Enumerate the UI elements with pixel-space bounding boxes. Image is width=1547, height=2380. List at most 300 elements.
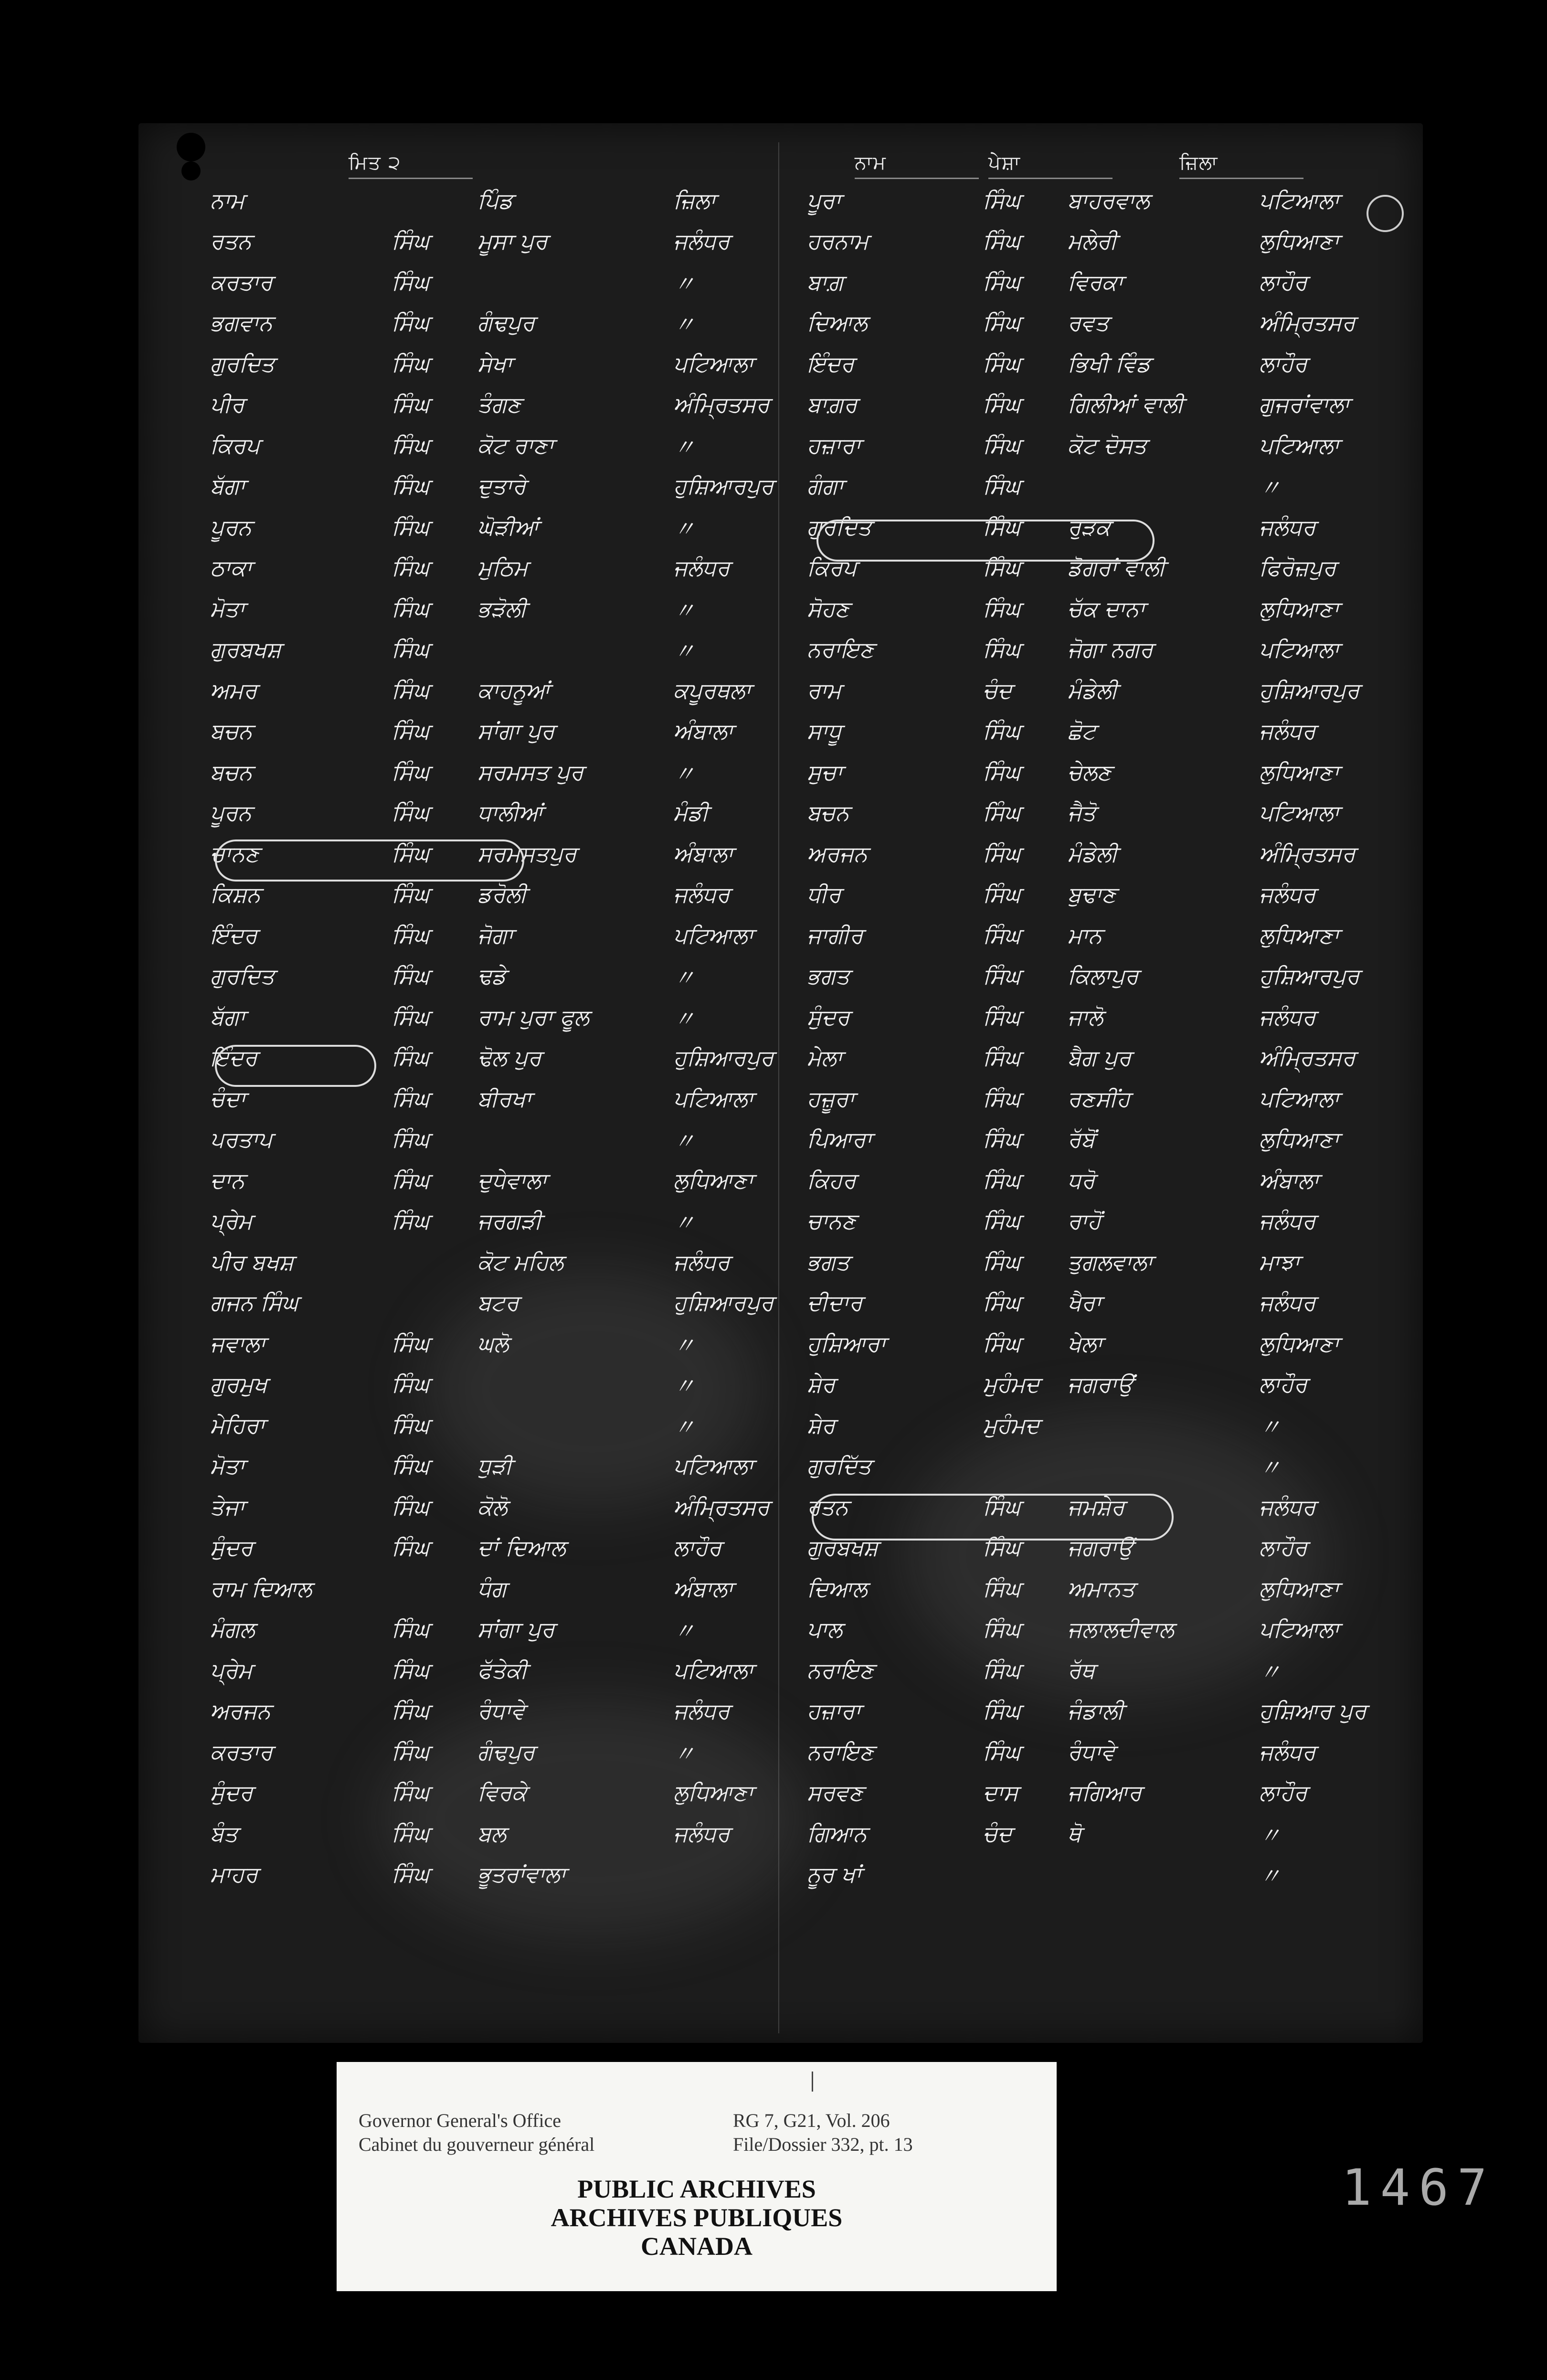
right-list-cell: ਜਲੰਧਰ (1259, 514, 1316, 540)
right-list-cell: ਸਿੰਘ (983, 1739, 1021, 1765)
left-list-cell: 〃 (673, 1414, 695, 1440)
left-list-cell: ਕਿਸ਼ਨ (210, 882, 261, 908)
left-list-cell: ਮੋਤਾ (210, 595, 245, 622)
right-list-cell: ਸਿੰਘ (983, 637, 1021, 663)
left-list-cell: ਸਾਂਗਾ ਪੁਰ (477, 1616, 555, 1643)
right-list-cell: ਮਲੇਰੀ (1067, 228, 1117, 255)
left-list-cell: 〃 (673, 965, 695, 991)
left-list-row (205, 1446, 840, 1488)
left-list-cell: ਸਿੰਘ (392, 1208, 430, 1234)
left-list-cell: ਭੂਤਰਾਂਵਾਲਾ (477, 1861, 566, 1888)
right-list-cell: ਭਗਤ (807, 1249, 850, 1275)
left-name-list (205, 181, 840, 1895)
right-list-cell: ਜਗਰਾਉਂ (1067, 1371, 1133, 1398)
left-list-cell: ਸਿੰਘ (392, 310, 430, 336)
right-list-row (802, 344, 1423, 385)
right-list-cell: ਅੰਮ੍ਰਿਤਸਰ (1259, 840, 1356, 867)
left-list-cell: 〃 (673, 271, 695, 297)
left-list-row (205, 1732, 840, 1773)
punch-hole (177, 133, 205, 161)
left-list-cell: ਨਾਮ (210, 187, 245, 213)
left-list-cell: ਅੰਮ੍ਰਿਤਸਰ (673, 392, 770, 418)
right-list-cell: ਪਟਿਆਲਾ (1259, 1616, 1340, 1643)
left-list-cell (473, 1120, 668, 1161)
left-list-cell: 〃 (673, 1741, 695, 1767)
right-list-cell: ਪਿਆਰਾ (807, 1126, 872, 1153)
right-list-row (802, 1365, 1423, 1406)
right-list-cell: ਕੋਟ ਦੋਸਤ (1067, 432, 1147, 458)
left-list-cell: ਕਾਹਨੂਆਂ (477, 677, 550, 703)
right-list-cell: ਅੰਮ੍ਰਿਤਸਰ (1259, 1045, 1356, 1071)
right-list-cell: ਜਗਿਆਰ (1067, 1780, 1142, 1806)
left-list-cell: ਗੁਰਮੁਖ (210, 1371, 267, 1398)
right-list-cell: ਸਿੰਘ (983, 1085, 1021, 1112)
left-list-row (205, 1201, 840, 1243)
left-list-cell: ਬਟਰ (477, 1290, 519, 1316)
left-list-cell: ਸਿੰਘ (392, 269, 430, 295)
left-list-cell: ਸੁੰਦਰ (210, 1535, 253, 1561)
right-list-cell: ਮੁਹੰਮਦ (983, 1412, 1040, 1438)
left-list-cell: ਬਲ (477, 1820, 506, 1847)
right-list-row (802, 834, 1423, 875)
right-list-cell: ਪਟਿਆਲਾ (1259, 800, 1340, 826)
right-list-cell: ਚੰਦ (983, 1820, 1012, 1847)
right-list-cell: ਸਿੰਘ (983, 922, 1021, 948)
right-list-cell: ਰੱਬੋਂ (1067, 1126, 1095, 1153)
right-list-cell (978, 1446, 1063, 1488)
right-list-cell: ਜਲੰਧਰ (1259, 718, 1316, 744)
left-list-row (205, 1773, 840, 1814)
right-list-row (802, 630, 1423, 671)
right-list-cell: ਦੀਦਾਰ (807, 1290, 863, 1316)
left-list-cell: ਸਿੰਘ (392, 1698, 430, 1724)
left-list-cell: ਸਿੰਘ (392, 595, 430, 622)
left-list-cell: ਤੰਗਣ (477, 392, 521, 418)
left-list-cell: ਪਟਿਆਲਾ (673, 1453, 754, 1479)
left-list-cell: ਗੁਰਦਿਤ (210, 963, 275, 989)
left-list-cell: ਹੁਸ਼ਿਆਰਪੁਰ (673, 1290, 774, 1316)
right-list-cell (1063, 1405, 1254, 1446)
right-list-cell: ਚੱਕ ਦਾਨਾ (1067, 595, 1145, 622)
right-list-cell: ਚੰਦ (983, 677, 1012, 703)
right-list-cell: ਹੁਸ਼ਿਆਰਪੁਰ (1259, 963, 1360, 989)
label-tick (812, 2072, 813, 2092)
right-list-cell: ਲੁਧਿਆਣਾ (1259, 922, 1339, 948)
right-list-cell: ਸਿੰਘ (983, 473, 1021, 499)
left-list-cell (387, 181, 473, 222)
right-list-row (802, 956, 1423, 998)
right-list-cell: ਥੋ (1067, 1820, 1081, 1847)
left-list-cell: ਚੰਦਾ (210, 1085, 246, 1112)
left-list-row (205, 589, 840, 630)
office-french: Cabinet du gouverneur général (359, 2134, 595, 2155)
right-list-row (802, 1569, 1423, 1610)
left-list-cell: ਰਾਮ ਪੁਰਾ ਫੂਲ (477, 1004, 589, 1030)
left-list-cell: ਚਾਨਣ (210, 840, 259, 867)
right-list-cell: ਸ਼ੇਰ (807, 1412, 836, 1438)
left-list-cell: ਸਿੰਘ (392, 1085, 430, 1112)
left-list-cell: ਪਟਿਆਲਾ (673, 1085, 754, 1112)
frame-number: 1467 (1342, 2158, 1496, 2217)
right-list-cell: ਸਿੰਘ (983, 1575, 1021, 1602)
left-list-cell: 〃 (673, 1210, 695, 1236)
right-list-cell: ਬੁਢਾਣ (1067, 882, 1116, 908)
right-list-cell: ਰੁੜਕ (1067, 514, 1111, 540)
right-list-cell: ਲਾਹੌਰ (1259, 269, 1307, 295)
right-list-cell: ਸਿੰਘ (983, 1657, 1021, 1683)
left-list-row (205, 507, 840, 548)
right-list-cell (1063, 1855, 1254, 1896)
left-list-row (205, 630, 840, 671)
right-list-cell: ਡੋਗਰਾਂ ਵਾਲੀ (1067, 555, 1166, 581)
left-list-cell: ਗੁਰਬਖਸ਼ (210, 637, 282, 663)
right-list-cell: ਪਟਿਆਲਾ (1259, 637, 1340, 663)
right-list-cell: ਸਿੰਘ (983, 1535, 1021, 1561)
right-list-cell: ਲੁਧਿਆਣਾ (1259, 1575, 1339, 1602)
right-list-cell: ਰਵਤ (1067, 310, 1109, 336)
right-list-cell: ਕਿਲਾਪੁਰ (1067, 963, 1139, 989)
left-list-cell: ਮੋਤਾ (210, 1453, 245, 1479)
right-list-cell: ਸਿੰਘ (983, 963, 1021, 989)
left-list-cell: ਸਿੰਘ (392, 514, 430, 540)
right-list-cell: ਫਿਰੋਜ਼ਪੁਰ (1259, 555, 1336, 581)
right-list-cell: ਪਟਿਆਲਾ (1259, 187, 1340, 213)
left-list-row (205, 262, 840, 303)
right-list-cell: ਗੁਜਰਾਂਵਾਲਾ (1259, 392, 1350, 418)
right-list-row (802, 1324, 1423, 1365)
left-list-cell: ਕੋਲੋ (477, 1494, 508, 1520)
left-list-cell: ਦੁਤਾਰੇ (477, 473, 526, 499)
left-list-row (205, 1160, 840, 1201)
right-list-cell (1063, 1446, 1254, 1488)
left-list-cell: ਬੱਗਾ (210, 473, 245, 499)
left-list-cell: ਧਾਲੀਆਂ (477, 800, 543, 826)
left-list-cell (387, 1242, 473, 1283)
right-list-cell: 〃 (1259, 475, 1281, 501)
archive-title-fr: ARCHIVES PUBLIQUES (551, 2203, 843, 2232)
left-list-cell: ਵਿਰਕੇ (477, 1780, 527, 1806)
right-name-list (802, 181, 1423, 1895)
right-list-cell: ਨਰਾਇਣ (807, 1657, 874, 1683)
right-list-cell: ਪਾਲ (807, 1616, 842, 1643)
right-list-cell: ਸਿੰਘ (983, 1698, 1021, 1724)
right-list-cell: ਰਾਹੋਂ (1067, 1208, 1101, 1234)
right-list-row (802, 1038, 1423, 1079)
right-list-cell: ਸਿੰਘ (983, 514, 1021, 540)
left-list-row (205, 915, 840, 956)
right-header-occupation: ਪੇਸ਼ਾ (988, 152, 1113, 179)
left-list-row (205, 1242, 840, 1283)
right-list-cell: ਨਰਾਇਣ (807, 637, 874, 663)
left-list-cell: ਸਿੰਘ (392, 392, 430, 418)
left-list-cell: ਲੁਧਿਆਣਾ (673, 1780, 754, 1806)
right-list-cell: ਰੱਥ (1067, 1657, 1095, 1683)
left-list-cell: 〃 (673, 1332, 695, 1359)
left-list-cell: ਮੂਸਾ ਪੁਰ (477, 228, 548, 255)
left-list-cell: ਬੰਤ (210, 1820, 238, 1847)
left-list-cell: ਅੰਮ੍ਰਿਤਸਰ (673, 1494, 770, 1520)
left-list-cell: ਸਿੰਘ (392, 1045, 430, 1071)
left-list-cell: ਸਿੰਘ (392, 1535, 430, 1561)
right-list-row (802, 712, 1423, 753)
left-list-cell: ਤੇਜਾ (210, 1494, 245, 1520)
right-list-cell: ਲਾਹੌਰ (1259, 1780, 1307, 1806)
left-list-row (205, 997, 840, 1038)
left-list-cell: ਸਿੰਘ (392, 1739, 430, 1765)
left-list-row (205, 670, 840, 712)
left-list-cell (473, 630, 668, 671)
right-list-cell: ਸਿੰਘ (983, 351, 1021, 377)
left-list-cell: ਜਲੰਧਰ (673, 555, 730, 581)
right-list-cell: ਸਿੰਘ (983, 392, 1021, 418)
right-list-cell: ਇੰਦਰ (807, 351, 854, 377)
left-list-cell: ਪੀਰ (210, 392, 245, 418)
right-list-cell: ਹਜ਼ਾਰਾ (807, 432, 861, 458)
right-list-cell: ਜਲੰਧਰ (1259, 1494, 1316, 1520)
right-list-cell: ਰਤਨ (807, 1494, 848, 1520)
right-list-cell: ਮੰਡੇਲੀ (1067, 677, 1118, 703)
right-list-cell: ਲੁਧਿਆਣਾ (1259, 595, 1339, 622)
right-list-cell: ਜਲੰਧਰ (1259, 882, 1316, 908)
left-list-row (205, 1569, 840, 1610)
right-list-cell: 〃 (1259, 1863, 1281, 1890)
left-list-cell: ਸਿੰਘ (392, 473, 430, 499)
left-list-row (205, 1487, 840, 1528)
left-list-cell: ਕਿਰਪ (210, 432, 260, 458)
left-list-cell: ਗੰਢਪੁਰ (477, 1739, 535, 1765)
right-list-row (802, 1079, 1423, 1120)
right-list-cell: ਸਿੰਘ (983, 718, 1021, 744)
left-list-cell: ਮਾਹਰ (210, 1861, 258, 1888)
left-list-cell: ਸਿੰਘ (392, 677, 430, 703)
left-list-cell: ਦੁਧੇਵਾਲਾ (477, 1167, 547, 1193)
left-list-cell: ਸਿੰਘ (392, 1861, 430, 1888)
left-list-row (205, 181, 840, 222)
right-list-cell: ਲੁਧਿਆਣਾ (1259, 1330, 1339, 1357)
left-list-cell: ਸਿੰਘ (392, 637, 430, 663)
left-list-cell: ਧੰਗ (477, 1575, 507, 1602)
left-list-cell: ਘਲੋ (477, 1330, 509, 1357)
left-list-cell: ਘੋੜੀਆਂ (477, 514, 539, 540)
left-list-row (205, 1691, 840, 1732)
right-list-row (802, 752, 1423, 793)
left-list-cell: ਰਤਨ (210, 228, 252, 255)
right-list-cell: ਕਿਰਪ (807, 555, 857, 581)
right-list-cell: ਧਰੋ (1067, 1167, 1095, 1193)
circled-entry (812, 1494, 1174, 1541)
left-list-cell: ਭਗਵਾਨ (210, 310, 273, 336)
right-list-row (802, 222, 1423, 263)
right-list-row (802, 1283, 1423, 1324)
left-list-cell: ਅੰਬਾਲਾ (673, 1575, 733, 1602)
right-list-cell: ਰੰਧਾਵੇ (1067, 1739, 1115, 1765)
left-list-cell: ਪਿੰਡ (477, 187, 513, 213)
right-list-cell: ਲਾਹੌਰ (1259, 1535, 1307, 1561)
left-list-cell: ਪੀਰ ਬਖਸ਼ (210, 1249, 294, 1275)
right-list-cell: ਗੰਗਾ (807, 473, 844, 499)
right-list-cell: ਹੁਸ਼ਿਆਰ ਪੁਰ (1259, 1698, 1367, 1724)
right-list-cell: ਦਾਸ (983, 1780, 1018, 1806)
right-list-cell: ਜਮਸ਼ੇਰ (1067, 1494, 1125, 1520)
right-list-cell: ਨੂਰ ਖਾਂ (807, 1861, 862, 1888)
right-list-cell: ਪੂਰਾ (807, 187, 841, 213)
right-list-cell: ਨਰਾਇਣ (807, 1739, 874, 1765)
left-list-cell: ਪੂਰਨ (210, 514, 252, 540)
right-list-cell: ਗੁਰਦਿੱਤ (807, 1453, 872, 1479)
right-list-row (802, 1405, 1423, 1446)
right-list-cell: ਭਿਖੀ ਵਿੰਡ (1067, 351, 1151, 377)
right-list-cell: ਮੰਡੇਲੀ (1067, 840, 1118, 867)
left-list-cell (473, 1405, 668, 1446)
right-list-cell: ਸ਼ੇਰ (807, 1371, 836, 1398)
left-list-cell: ਠਾਕਾ (210, 555, 252, 581)
left-list-cell: ਸਿੰਘ (392, 1657, 430, 1683)
right-list-cell: ਜਗਰਾਉਂ (1067, 1535, 1133, 1561)
right-list-cell (978, 1855, 1063, 1896)
right-list-cell: ਹਜ਼ਾਰਾ (807, 1698, 861, 1724)
left-list-cell: ਹੁਸ਼ਿਆਰਪੁਰ (673, 473, 774, 499)
left-list-cell: ਮੁਠਿਮ (477, 555, 528, 581)
right-list-row (802, 1201, 1423, 1243)
left-list-cell: ਦਾਂ ਦਿਆਲ (477, 1535, 566, 1561)
right-list-cell: ਸਿੰਘ (983, 882, 1021, 908)
left-list-cell: ਪੂਰਨ (210, 800, 252, 826)
right-list-row (802, 385, 1423, 426)
archive-title-en: PUBLIC ARCHIVES (577, 2175, 816, 2203)
left-list-row (205, 1365, 840, 1406)
left-list-cell: 〃 (673, 1128, 695, 1155)
right-list-row (802, 997, 1423, 1038)
right-list-cell: ਗੁਰਬਖਸ਼ (807, 1535, 879, 1561)
punch-hole (181, 161, 201, 181)
left-list-cell: ਸਿੰਘ (392, 718, 430, 744)
right-list-cell: ਗਿਲੀਆਂ ਵਾਲੀ (1067, 392, 1184, 418)
right-list-cell: ਸਿੰਘ (983, 1167, 1021, 1193)
left-list-cell: ਸਿੰਘ (392, 963, 430, 989)
right-list-row (802, 875, 1423, 916)
left-list-row (205, 956, 840, 998)
left-list-cell: ਸਿੰਘ (392, 759, 430, 785)
right-list-row (802, 1814, 1423, 1855)
right-list-cell: ਚੇਲਣ (1067, 759, 1112, 785)
right-list-cell: ਦਿਆਲ (807, 1575, 868, 1602)
right-list-cell: ਸੁਚਾ (807, 759, 843, 785)
right-list-cell: ਜਲਾਲਦੀਵਾਲ (1067, 1616, 1174, 1643)
right-list-cell: ਸਾਧੂ (807, 718, 842, 744)
left-list-cell: ਬਚਨ (210, 718, 253, 744)
left-list-cell: 〃 (673, 1373, 695, 1400)
left-list-cell: ਕੋਟ ਰਾਣਾ (477, 432, 554, 458)
left-list-cell: ਧੁੜੀ (477, 1453, 512, 1479)
left-list-row (205, 385, 840, 426)
left-list-cell: 〃 (673, 312, 695, 338)
left-list-cell: ਪਟਿਆਲਾ (673, 351, 754, 377)
left-list-cell: ਇੰਦਰ (210, 1045, 257, 1071)
left-list-row (205, 1120, 840, 1161)
left-list-cell: ਢਡੇ (477, 963, 506, 989)
right-list-cell: ਪਟਿਆਲਾ (1259, 1085, 1340, 1112)
office-english: Governor General's Office (359, 2110, 562, 2131)
left-list-cell: ਜਲੰਧਰ (673, 228, 730, 255)
right-list-cell: ਮਾਝਾ (1259, 1249, 1300, 1275)
left-list-cell: ਜੋਗਾ (477, 922, 514, 948)
left-list-cell: ਢੋਲ ਪੁਰ (477, 1045, 541, 1071)
left-list-cell: ਜਵਾਲਾ (210, 1330, 266, 1357)
right-list-row (802, 1855, 1423, 1896)
left-list-row (205, 1650, 840, 1691)
left-list-cell: ਸਿੰਘ (392, 1780, 430, 1806)
right-list-cell: ਅਰਜਨ (807, 840, 868, 867)
left-list-cell: 〃 (673, 761, 695, 787)
right-list-cell: ਬੈਗ ਪੁਰ (1067, 1045, 1132, 1071)
right-list-cell: ਕਿਹਰ (807, 1167, 856, 1193)
left-list-cell: 〃 (673, 516, 695, 542)
right-list-cell: ਛੋਟ (1067, 718, 1096, 744)
right-list-cell: ਸਿੰਘ (983, 1330, 1021, 1357)
right-list-row (802, 793, 1423, 834)
archive-label (337, 2062, 1057, 2291)
right-list-row (802, 1773, 1423, 1814)
circled-entry (816, 520, 1155, 562)
left-list-cell: ਸਿੰਘ (392, 922, 430, 948)
circled-entry (215, 839, 524, 882)
right-list-cell: ਜਲੰਧਰ (1259, 1739, 1316, 1765)
right-list-cell: ਪਟਿਆਲਾ (1259, 432, 1340, 458)
left-list-row (205, 1324, 840, 1365)
left-list-cell: ਪਰਤਾਪ (210, 1126, 273, 1153)
right-list-cell: ਬਾਗ਼ (807, 269, 844, 295)
left-list-cell: ਅੰਬਾਲਾ (673, 840, 733, 867)
right-list-cell: ਹੁਸ਼ਿਆਰਪੁਰ (1259, 677, 1360, 703)
manuscript-sheet (138, 123, 1423, 2043)
left-list-cell: ਗਜਨ ਸਿੰਘ (210, 1290, 299, 1316)
reference-volume: RG 7, G21, Vol. 206 (733, 2110, 890, 2131)
left-list-cell: ਮੰਗਲ (210, 1616, 255, 1643)
right-list-cell: ਤੁਗਲਵਾਲਾ (1067, 1249, 1153, 1275)
right-list-cell: ਜੰਡਾਲੀ (1067, 1698, 1124, 1724)
left-list-cell: ਪਟਿਆਲਾ (673, 1657, 754, 1683)
right-list-cell: 〃 (1259, 1414, 1281, 1440)
left-list-cell: ਪ੍ਰੇਮ (210, 1657, 253, 1683)
left-list-cell: ਹੁਸ਼ਿਆਰਪੁਰ (673, 1045, 774, 1071)
left-list-cell: ਕੋਟ ਮਹਿਲ (477, 1249, 563, 1275)
left-list-cell (473, 1365, 668, 1406)
left-list-cell: ਸਰਮਸਤਪੁਰ (477, 840, 577, 867)
reference-file: File/Dossier 332, pt. 13 (733, 2134, 913, 2155)
left-list-row (205, 752, 840, 793)
left-list-row (205, 303, 840, 344)
left-list-row (205, 1283, 840, 1324)
right-list-cell: ਦਿਆਲ (807, 310, 868, 336)
right-list-cell: ਗਿਆਨ (807, 1820, 867, 1847)
right-list-cell: ਭਗਤ (807, 963, 850, 989)
right-list-cell: ਜੋਗਾ ਨਗਰ (1067, 637, 1153, 663)
right-list-cell: ਸਿੰਘ (983, 1045, 1021, 1071)
right-list-row (802, 670, 1423, 712)
right-list-cell: ਸਿੰਘ (983, 228, 1021, 255)
left-list-row (205, 793, 840, 834)
reference-block (733, 2109, 913, 2157)
right-list-cell: 〃 (1259, 1822, 1281, 1849)
right-list-cell: ਖੇਲਾ (1067, 1330, 1103, 1357)
left-list-row (205, 1855, 840, 1896)
left-list-cell: ਸਿੰਘ (392, 432, 430, 458)
left-list-cell: ਸਿੰਘ (392, 1004, 430, 1030)
right-list-cell: ਰਣਸੀਂਹ (1067, 1085, 1130, 1112)
right-list-row (802, 1446, 1423, 1488)
right-list-row (802, 1610, 1423, 1651)
left-list-cell: ਕਰਤਾਰ (210, 1739, 273, 1765)
